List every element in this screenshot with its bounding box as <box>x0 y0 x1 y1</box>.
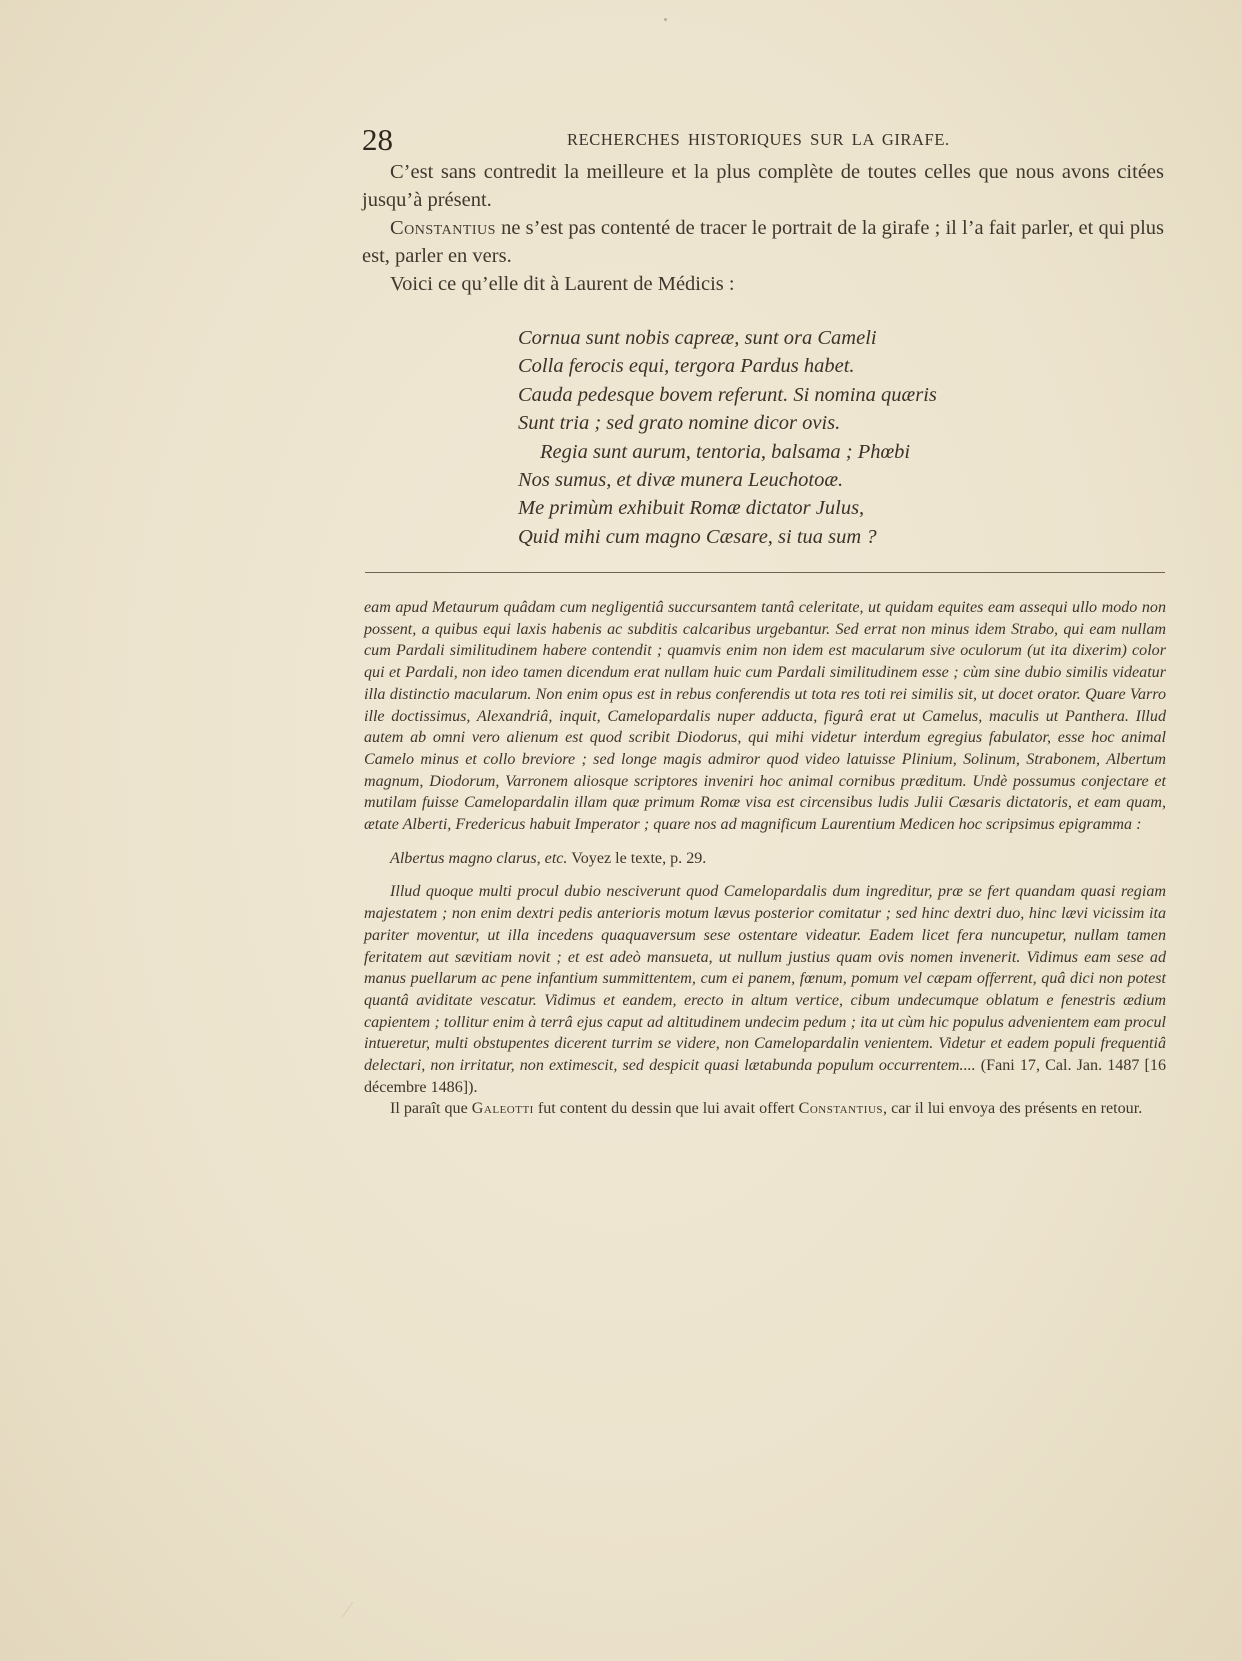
poem-line: Regia sunt aurum, tentoria, balsama ; Phœbi <box>540 440 911 463</box>
closing-text-start: Il paraît que <box>390 1100 472 1118</box>
closing-text-middle: fut content du dessin que lui avait offert <box>533 1100 799 1118</box>
paragraph-2-text: ne s’est pas contenté de tracer le portrait de la girafe ; il l’a fait parler, et qui plus est, parler en vers. <box>362 217 1164 267</box>
paragraph-1: C’est sans contredit la meilleure et la plus complète de toutes celles que nous avons citées jusqu’à présent. <box>362 161 1164 211</box>
latin-block-2-text: Illud quoque multi procul dubio nesciverunt quod Camelopardalis dum ingreditur, præ se fert quandam quasi regiam majestatem ; non enim dextri pedis anterioris motum lævus posterior comitatur ; sed hinc dextri duo, hinc lævi vicissim ita pariter moventur, ut illa incedens quaquaversum sese ostentare videatur. Eadem licet fera nuncupetur, nullam tamen feritatem aut sævitiam novit ; et est adeò mansueta, ut nullum justius quam ovis nomen invenerit. Vidimus eam sese ad manus puellarum ac pene infantium summittentem, cum ei panem, fœnum, pomum vel cæpam offerrent, quâ dici non potest quantâ aviditate vescatur. Vidimus et eandem, erecto in altum vertice, cibum undecumque oblatum e fenestris ædium capientem ; tollitur enim à terrâ ejus caput ad altitudinem undecim pedum ; ita ut cùm hic populus advenientem eam procul intueretur, multi obstupentes dicerent turrim se videre, non Camelopardalin venientem. Videtur et eadem populi frequentiâ delectari, non irritatur, non extimescit, sed despicit quasi lætabunda populum occurrentem.... <box>364 883 1166 1075</box>
paragraph-3: Voici ce qu’elle dit à Laurent de Médicis : <box>390 273 735 295</box>
closing-text-end: , car il lui envoya des présents en retour. <box>883 1100 1143 1118</box>
author-name-constantius: Constantius <box>390 217 496 239</box>
page-header <box>362 124 1162 158</box>
footnote-latin-block-2 <box>364 881 1166 1098</box>
running-title: RECHERCHES HISTORIQUES SUR LA GIRAFE. <box>567 130 950 149</box>
poem-line: Sunt tria ; sed grato nomine dicor ovis. <box>518 412 841 435</box>
paragraph-2 <box>362 214 1164 270</box>
footnote-rule <box>365 572 1165 573</box>
poem-line: Quid mihi cum magno Cæsare, si tua sum ? <box>518 525 877 548</box>
poem-line: Cauda pedesque bovem referunt. Si nomina quæris <box>518 383 937 406</box>
latin-block-2-citation: (Fani 17, Cal. Jan. 1487 [16 décembre 1486]). <box>364 1057 1166 1096</box>
poem-line: Cornua sunt nobis capreæ, sunt ora Cameli <box>518 327 877 349</box>
footnote-closing-paragraph <box>364 1098 1166 1120</box>
latin-epigram <box>518 324 1038 551</box>
page-number: 28 <box>362 122 393 157</box>
footnote-reference <box>364 848 1166 870</box>
poem-line: Nos sumus, et divæ munera Leuchotoæ. <box>518 469 844 492</box>
reference-incipit: Albertus magno clarus, etc. <box>390 849 568 867</box>
author-name-galeotti: Galeotti <box>471 1100 534 1118</box>
reference-text: Voyez le texte, p. 29. <box>567 849 707 867</box>
paper-mark <box>342 1602 363 1624</box>
footnote-latin-block-1: eam apud Metaurum quâdam cum negligentiâ succursantem tantâ celeritate, ut quidam equites eam assequi ullo modo non possent, a quibus equi laxis habenis ac subditis calcaribus urgebantur. Sed errat non minus idem Strabo, qui eam nullam cum Pardali similitudinem habere contendit ; quamvis enim non idem est macularum sive oculorum (ut ita dixerim) color qui et Pardali, non ideo tamen dicendum erat nullam huic cum Pardali similitudinem esse ; cùm sine dubio similis videatur illa distinctio macularum. Non enim opus est in rebus conferendis ut tota res toti rei similis sit, ut docet orator. Quare Varro ille doctissimus, Alexandriâ, inquit, Camelopardalis nuper adducta, figurâ erat ut Camelus, maculis ut Panthera. Illud autem ab omni vero alienum est quod scribit Diodorus, qui mihi videtur interdum egregius fabulator, esse hoc animal Camelo minus et collo breviore ; sed longe magis admiror quod video latuisse Plinium, Solinum, Strabonem, Albertum magnum, Diodorum, Varronem aliosque scriptores inveniri hoc animal cornibus præditum. Undè possumus conjectare et mutilam fuisse Camelopardalin illam quæ primum Romæ visa est circensibus ludis Julii Cæsaris dictatoris, et eam quam, ætate Alberti, Fredericus habuit Imperator ; quare nos ad magnificum Laurentium Medicen hoc scripsimus epigramma : <box>364 599 1166 834</box>
author-name-constantius-2: Constantius <box>798 1100 884 1118</box>
poem-line: Me primùm exhibuit Romæ dictator Julus, <box>518 497 865 520</box>
footnote-section <box>364 597 1166 1120</box>
main-text <box>362 158 1164 298</box>
poem-line: Colla ferocis equi, tergora Pardus habet. <box>518 355 855 378</box>
ink-speck <box>664 18 667 21</box>
